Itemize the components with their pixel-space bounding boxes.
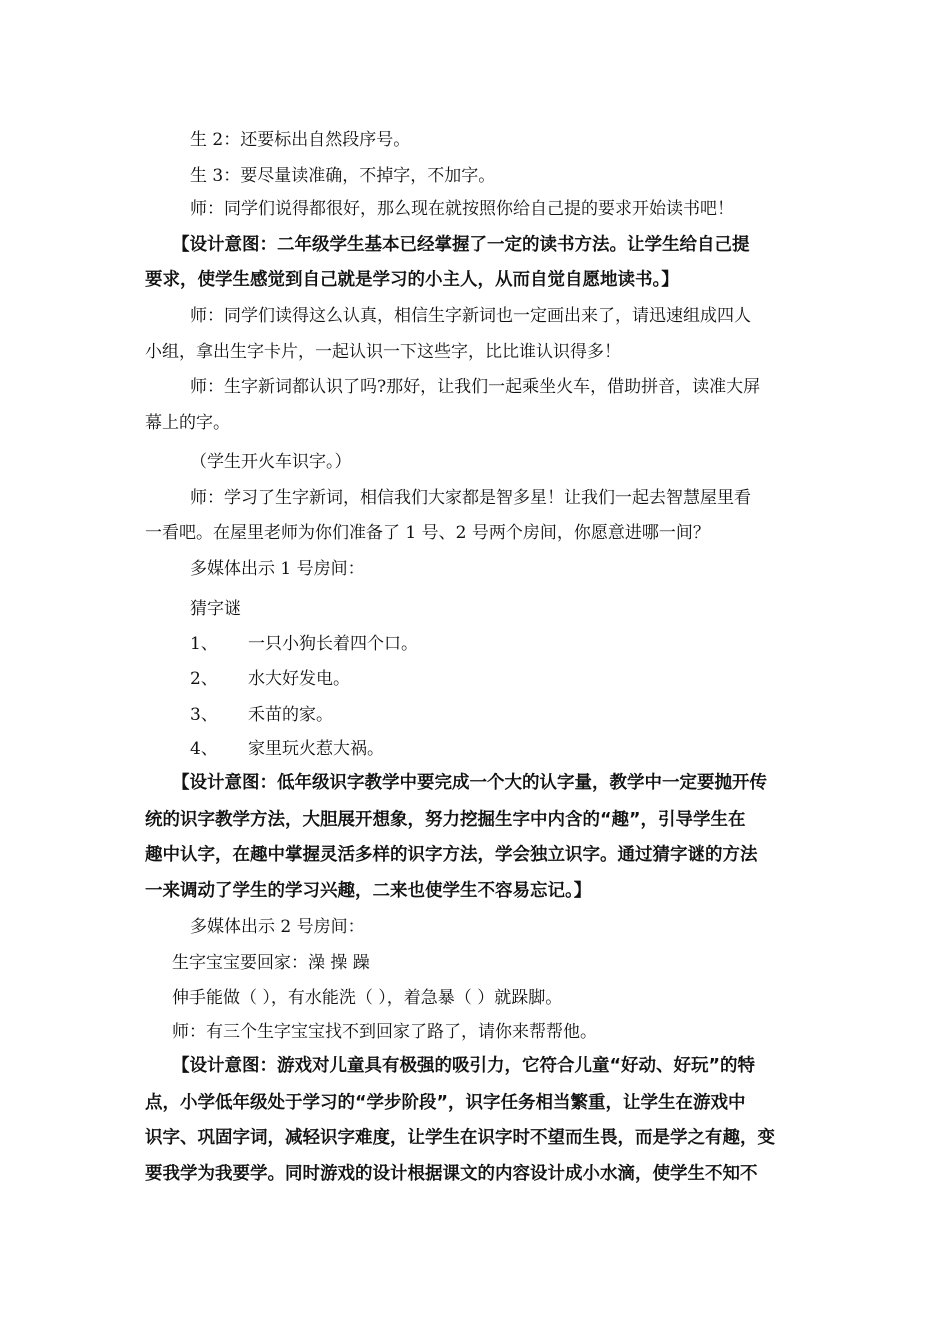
design-intent-line: 【设计意图：二年级学生基本已经掌握了一定的读书方法。让学生给自己提 [172, 235, 750, 255]
paragraph-line: 师：同学们说得都很好，那么现在就按照你给自己提的要求开始读书吧！ [190, 199, 734, 219]
riddle-number: 4、 [190, 739, 218, 759]
riddle-text: 禾苗的家。 [248, 705, 333, 725]
paragraph-line: 小组，拿出生字卡片，一起认识一下这些字，比比谁认识得多！ [145, 342, 621, 362]
paragraph-line: 幕上的字。 [145, 413, 230, 433]
design-intent-line: 【设计意图：游戏对儿童具有极强的吸引力，它符合儿童“好动、好玩”的特 [172, 1056, 756, 1076]
riddle-item [190, 632, 418, 656]
riddle-number: 1、 [190, 634, 218, 654]
design-intent-line: 趣中认字，在趣中掌握灵活多样的识字方法，学会独立识字。通过猜字谜的方法 [145, 845, 758, 865]
paragraph-line: 生字宝宝要回家：澡 操 躁 [172, 953, 370, 973]
riddle-text: 水大好发电。 [248, 669, 350, 689]
riddle-number: 2、 [190, 669, 218, 689]
riddle-item [190, 667, 350, 691]
riddle-heading: 猜字谜 [190, 599, 241, 619]
paragraph-line: 师：有三个生字宝宝找不到回家了路了，请你来帮帮他。 [172, 1022, 597, 1042]
paragraph-line: 师：生字新词都认识了吗?那好，让我们一起乘坐火车，借助拼音，读准大屏 [190, 377, 761, 397]
design-intent-line: 要我学为我要学。同时游戏的设计根据课文的内容设计成小水滴，使学生不知不 [145, 1164, 758, 1184]
design-intent-line: 【设计意图：低年级识字教学中要完成一个大的认字量，教学中一定要抛开传 [172, 773, 767, 793]
paragraph-line: 伸手能做（ ），有水能洗（ ），着急暴（ ）就跺脚。 [172, 988, 563, 1008]
paragraph-line: 多媒体出示 2 号房间： [190, 917, 365, 937]
design-intent-line: 一来调动了学生的学习兴趣，二来也使学生不容易忘记。】 [145, 881, 592, 901]
design-intent-line: 识字、巩固字词，减轻识字难度，让学生在识字时不望而生畏，而是学之有趣，变 [145, 1128, 775, 1148]
riddle-number: 3、 [190, 705, 218, 725]
paragraph-line: 师：同学们读得这么认真，相信生字新词也一定画出来了，请迅速组成四人 [190, 306, 751, 326]
paragraph-line: 一看吧。在屋里老师为你们准备了 1 号、2 号两个房间，你愿意进哪一间？ [145, 523, 710, 543]
paragraph-line: 多媒体出示 1 号房间： [190, 559, 365, 579]
design-intent-line: 点，小学低年级处于学习的“学步阶段”，识字任务相当繁重，让学生在游戏中 [145, 1093, 746, 1113]
design-intent-line: 要求，使学生感觉到自己就是学习的小主人，从而自觉自愿地读书。】 [145, 270, 679, 290]
riddle-text: 家里玩火惹大祸。 [248, 739, 384, 759]
paragraph-line: 生 2：还要标出自然段序号。 [190, 130, 411, 150]
riddle-text: 一只小狗长着四个口。 [248, 634, 418, 654]
riddle-item [190, 703, 333, 727]
riddle-item [190, 737, 384, 761]
design-intent-line: 统的识字教学方法，大胆展开想象，努力挖掘生字中内含的“趣”，引导学生在 [145, 810, 746, 830]
paragraph-line: 师：学习了生字新词，相信我们大家都是智多星！让我们一起去智慧屋里看 [190, 488, 751, 508]
paragraph-line: 生 3：要尽量读准确，不掉字，不加字。 [190, 166, 496, 186]
paragraph-line: （学生开火车识字。） [190, 452, 352, 472]
